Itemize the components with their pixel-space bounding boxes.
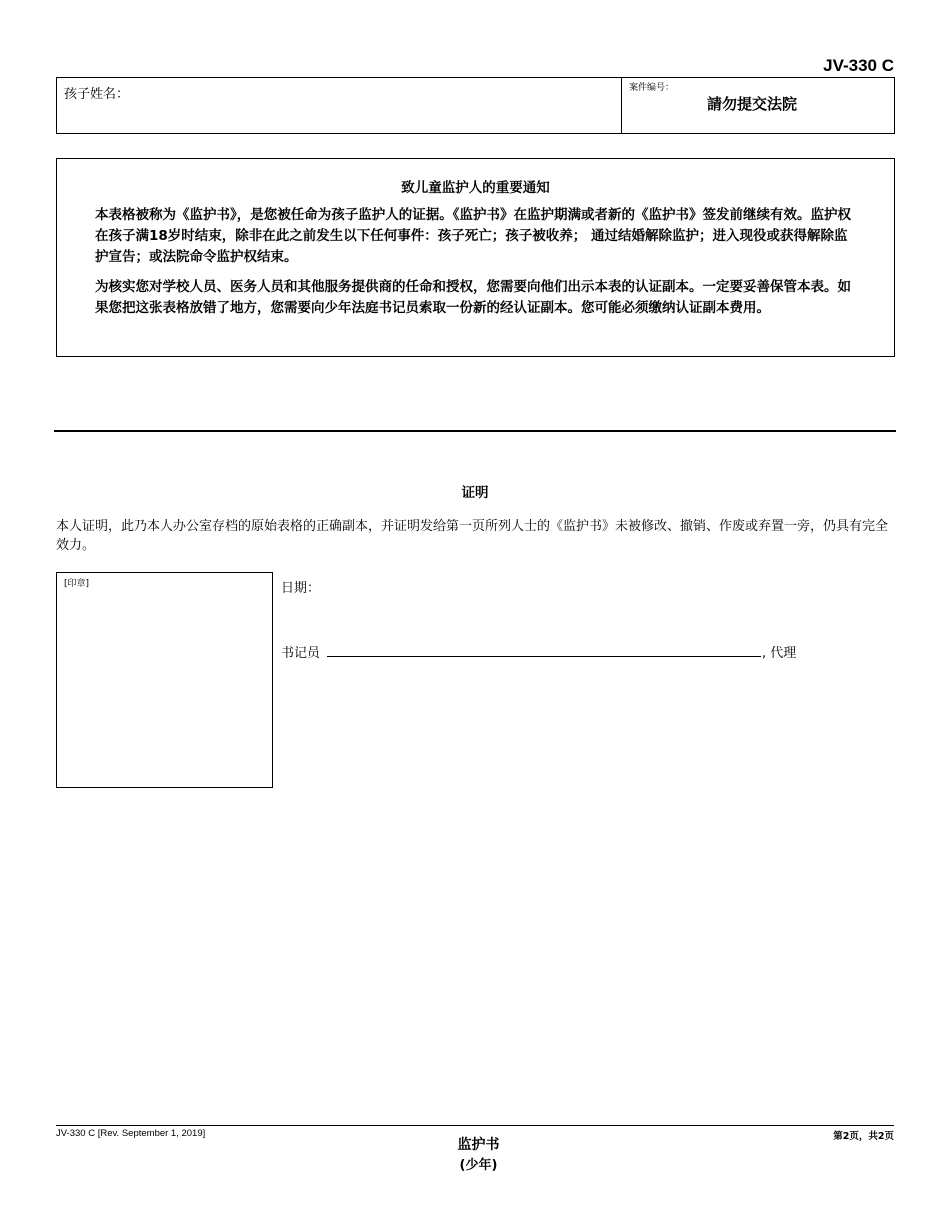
footer-form-revision: JV-330 C [Rev. September 1, 2019] [56,1128,206,1139]
do-not-file-notice: 請勿提交法院 [707,95,798,113]
important-notice-box [56,158,895,357]
certification-text: 本人证明，此乃本人办公室存档的原始表格的正确副本，并证明发给第一页所列人士的《监护书》未被修改、撤销、作废或弃置一旁，仍具有完全效力。 [56,519,889,553]
footer-form-title: 监护书 [457,1137,500,1153]
notice-title: 致儿童监护人的重要通知 [401,180,550,196]
notice-paragraph-1: 本表格被称为《监护书》，是您被任命为孩子监护人的证据。《监护书》在监护期满或者新的《监护书》签发前继续有效。监护权在孩子满18岁时结束，除非在此之前发生以下任何事件：孩子死亡；孩子被收养； 通过结婚解除监护；进入现役或获得解除监护宣告；或法院命令监护权结束。 [95,207,851,265]
clerk-label: 书记员 [281,646,321,661]
form-number: JV-330 C [823,56,894,75]
footer-form-subtitle: (少年) [459,1158,498,1173]
caption-box [56,77,895,134]
footer-divider [56,1125,894,1126]
seal-box [56,572,273,788]
section-divider [54,430,896,432]
seal-label: [印章] [64,579,90,589]
deputy-label: , 代理 [762,646,797,661]
certification-title: 证明 [461,485,489,501]
caption-divider [621,78,622,133]
date-label: 日期： [281,581,321,596]
child-name-label: 孩子姓名： [64,87,130,102]
footer-page-number: 第2页，共2页 [833,1131,894,1142]
clerk-signature-line[interactable] [327,656,761,657]
notice-paragraph-2: 为核实您对学校人员、医务人员和其他服务提供商的任命和授权，您需要向他们出示本表的认证副本。一定要妥善保管本表。如果您把这张表格放错了地方，您需要向少年法庭书记员索取一份新的经认证副本。您可能必须缴纳认证副本费用。 [95,279,851,316]
case-number-label: 案件编号： [629,83,675,93]
